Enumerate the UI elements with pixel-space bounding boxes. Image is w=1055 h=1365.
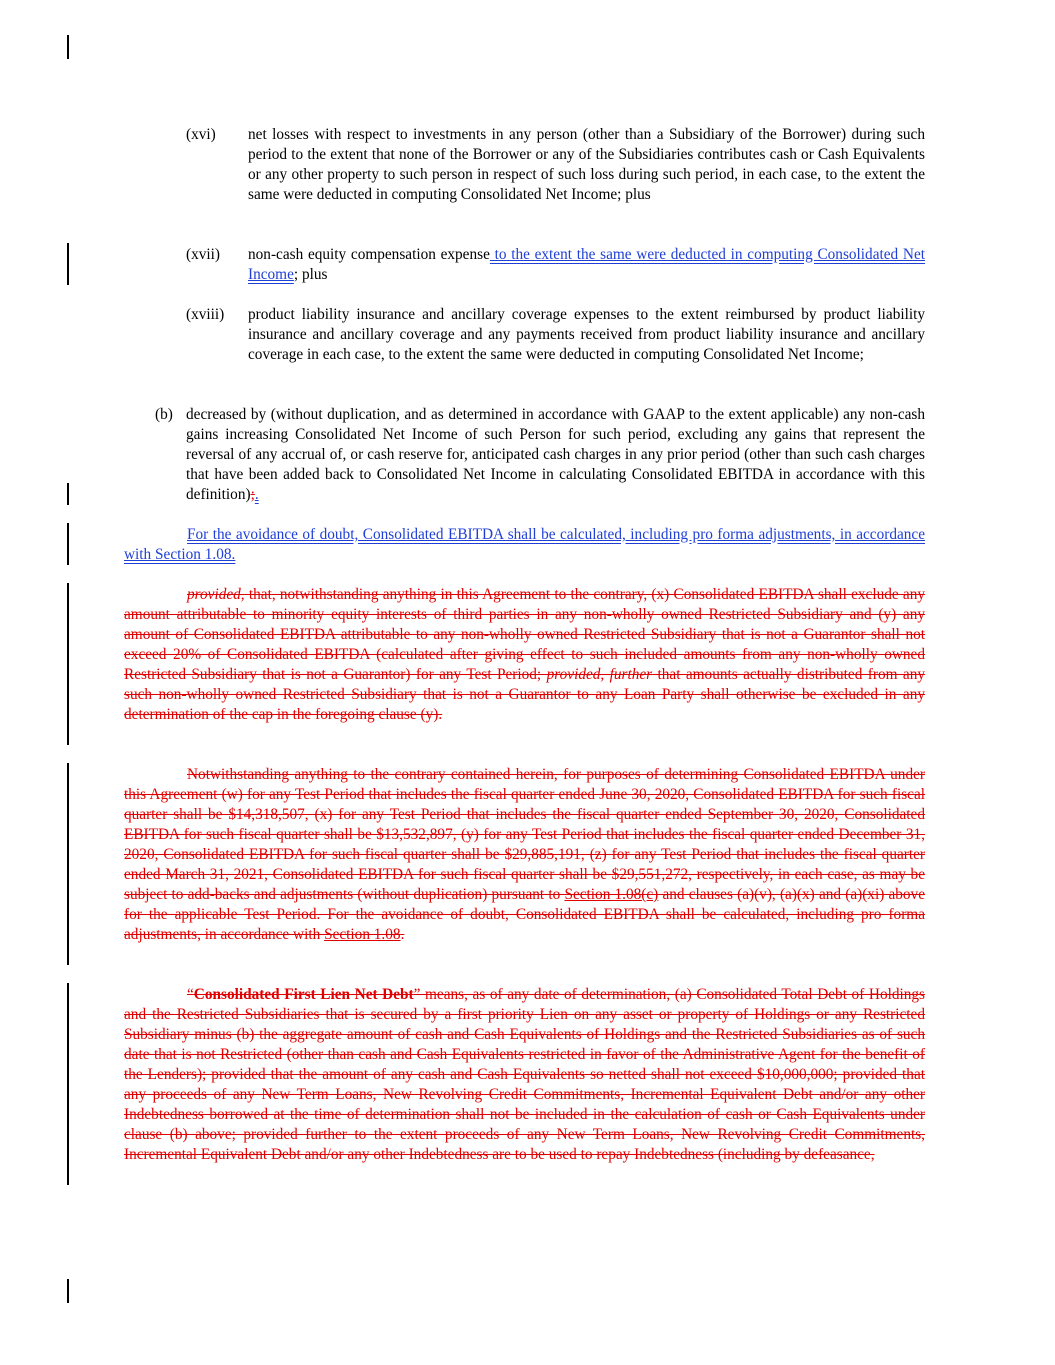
proviso-paragraph <box>124 585 925 725</box>
deleted-text: ; <box>250 486 255 503</box>
notwithstanding-paragraph <box>124 765 925 945</box>
close-quote: ” <box>413 986 421 1003</box>
change-bar <box>67 583 69 745</box>
item-xvii-text-before: non-cash equity compensation expense <box>248 246 490 263</box>
change-bar <box>67 983 69 1185</box>
notwithstanding-text-2: and clauses (a)(v), (a)(x) and (a)(xi) above for the applicable Test Period. For the avoidance of doubt, Consolidated EBITDA shall be calculated, including pro forma adjustments, in accordance with <box>124 886 925 943</box>
inserted-text: . <box>254 486 259 503</box>
notwithstanding-text-1: Notwithstanding anything to the contrary contained herein, for purposes of determining Consolidated EBITDA under this Agreement (w) for any Test Period that includes the fiscal quarter ended June 30, 2020, Consolidated EBITDA for such fiscal quarter shall be $14,318,507, (x) for any Test Period that includes the fiscal quarter ended September 30, 2020, Consolidated EBITDA for such fiscal quarter shall be $13,532,897, (y) for any Test Period that includes the fiscal quarter ended December 31, 2020, Consolidated EBITDA for such fiscal quarter shall be $29,885,191, (z) for any Test Period that includes the fiscal quarter ended March 31, 2021, Consolidated EBITDA for such fiscal quarter shall be $29,551,272, respectively, in each case, as may be subject to add-backs and adjustments (without duplication) pursuant to <box>124 766 925 903</box>
item-b-text: decreased by (without duplication, and as determined in accordance with GAAP to the extent applicable) any non-cash gains increasing Consolidated Net Income of such Person for such period, excluding any gains that represent the reversal of any accrual of, or cash reserve for, anticipated cash charges in any prior period (other than such cash charges that have been added back to Consolidated Net Income in calculating Consolidated EBITDA in accordance with this definition) <box>186 406 925 503</box>
change-bar <box>67 35 69 59</box>
item-text-xvi: net losses with respect to investments in any person (other than a Subsidiary of the Borrower) during such period to the extent that none of the Borrower or any of the Subsidiaries contributes cash or Cash Equivalents or any other property to such person in respect of such loss during such period, in each case, to the extent the same were deducted in computing Consolidated Net Income; plus <box>248 126 925 203</box>
proviso-italic-1: provided, <box>187 586 245 603</box>
first-lien-definition-paragraph <box>124 985 925 1165</box>
item-number-b: (b) <box>155 406 173 423</box>
open-quote: “ <box>187 986 194 1003</box>
proviso-italic-2: provided, further <box>546 666 653 683</box>
inserted-text: For the avoidance of doubt, Consolidated EBITDA shall be calculated, including pro forma adjustments, in accordance with Section 1.08. <box>124 526 925 563</box>
change-bar <box>67 763 69 965</box>
proviso-text-1: that, notwithstanding anything in this Agreement to the contrary, (x) Consolidated EBITDA shall exclude any amount attributable to minority equity interests of third parties in any non-wholly owned Restricted Subsidiary and (y) any amount of Consolidated EBITDA attributable to any non-wholly owned Restricted Subsidiary that is not a Guarantor shall not exceed 20% of Consolidated EBITDA (calculated after giving effect to such included amounts from any non-wholly owned Restricted Subsidiary that is not a Guarantor) for any Test Period; <box>124 586 925 683</box>
item-xvii-text-after: ; plus <box>293 266 328 283</box>
inserted-text: to the extent the same were deducted in computing Consolidated Net Income <box>248 246 925 283</box>
item-text-xvii <box>248 245 925 285</box>
section-reference: Section 1.08 <box>324 926 401 943</box>
item-text-b <box>186 405 925 505</box>
first-lien-text: means, as of any date of determination, (a) Consolidated Total Debt of Holdings and the Restricted Subsidiaries that is secured by a first priority Lien on any asset or property of Holdings or any Restricted Subsidiary minus (b) the aggregate amount of cash and Cash Equivalents of Holdings and the Restricted Subsidiaries as of such date that is not Restricted (other than cash and Cash Equivalents restricted in favor of the Administrative Agent for the benefit of the Lenders); provided that the amount of any cash and Cash Equivalents so netted shall not exceed $10,000,000; provided that any proceeds of any New Term Loans, New Revolving Credit Commitments, Incremental Equivalent Debt and/or any other Indebtedness borrowed at the time of determination shall not be included in the calculation of cash or Cash Equivalents under clause (b) above; provided further to the extent proceeds of any New Term Loans, New Revolving Credit Commitments, Incremental Equivalent Debt and/or any other Indebtedness are to be used to repay Indebtedness (including by defeasance, <box>124 986 925 1163</box>
proviso-text-2: that amounts actually distributed from any such non-wholly owned Restricted Subsidiary that is not a Guarantor to any Loan Party shall otherwise be excluded in any determination of the cap in the foregoing clause (y). <box>124 666 925 723</box>
item-text-xviii: product liability insurance and ancillary coverage expenses to the extent reimbursed by product liability insurance and ancillary coverage and any payments received from product liability insurance and ancillary coverage in each case, to the extent the same were deducted in computing Consolidated Net Income; <box>248 306 925 363</box>
change-bar <box>67 483 69 505</box>
change-bar <box>67 243 69 285</box>
item-number-xvii: (xvii) <box>186 246 220 263</box>
defined-term: Consolidated First Lien Net Debt <box>193 986 414 1003</box>
section-reference: Section 1.08(c) <box>564 886 659 903</box>
notwithstanding-text-3: . <box>400 926 405 943</box>
item-number-xviii: (xviii) <box>186 306 225 323</box>
item-number-xvi: (xvi) <box>186 126 216 143</box>
change-bar <box>67 523 69 565</box>
avoidance-paragraph <box>124 525 925 565</box>
change-bar <box>67 1279 69 1303</box>
